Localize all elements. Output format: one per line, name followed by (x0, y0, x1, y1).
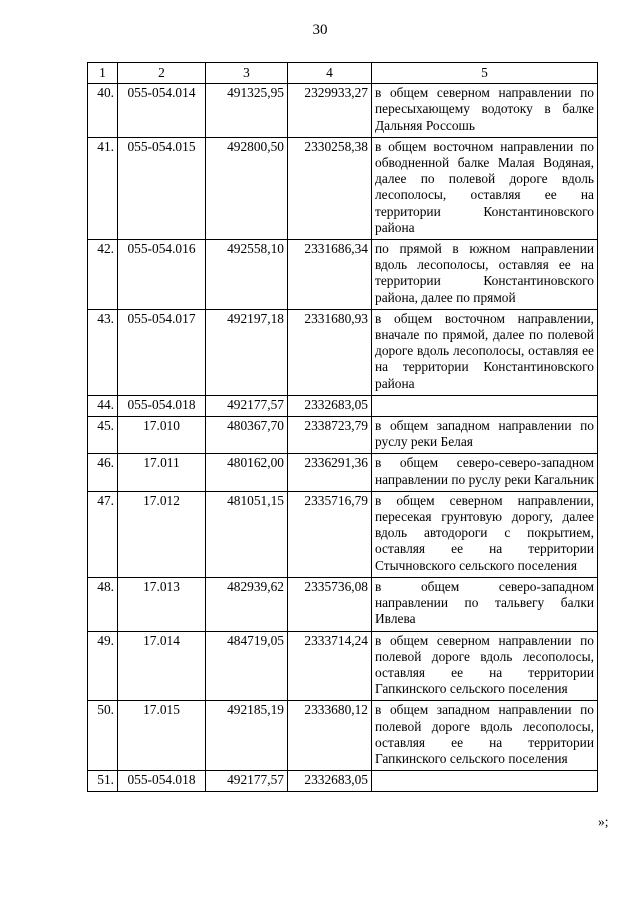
point-code-cell: 17.012 (118, 491, 206, 577)
boundary-description-cell: в общем северном направлении по полевой дороге вдоль лесополосы, оставляя ее на территории Гапкинского сельского поселения (372, 631, 598, 701)
y-coordinate-cell: 2331680,93 (288, 309, 372, 395)
x-coordinate-cell: 484719,05 (206, 631, 288, 701)
x-coordinate-cell: 481051,15 (206, 491, 288, 577)
point-number-cell: 46. (88, 454, 118, 491)
table-header-row (88, 63, 598, 84)
table-row (88, 631, 598, 701)
table-row (88, 417, 598, 454)
boundary-description-cell: в общем западном направлении по полевой дороге вдоль лесополосы, оставляя ее на территории Гапкинского сельского поселения (372, 701, 598, 771)
y-coordinate-cell: 2332683,05 (288, 395, 372, 416)
boundary-description-cell (372, 395, 598, 416)
point-code-cell: 055-054.014 (118, 84, 206, 138)
x-coordinate-cell: 492177,57 (206, 395, 288, 416)
table-row (88, 491, 598, 577)
boundary-description-cell: в общем восточном направлении, вначале по прямой, далее по полевой дороге вдоль лесополосы, оставляя ее на территории Константиновского района (372, 309, 598, 395)
point-number-cell: 44. (88, 395, 118, 416)
column-header: 5 (372, 63, 598, 84)
column-header: 3 (206, 63, 288, 84)
point-code-cell: 055-054.018 (118, 771, 206, 792)
point-code-cell: 17.011 (118, 454, 206, 491)
y-coordinate-cell: 2335736,08 (288, 577, 372, 631)
column-header: 4 (288, 63, 372, 84)
point-code-cell: 17.013 (118, 577, 206, 631)
point-code-cell: 055-054.016 (118, 240, 206, 310)
column-header: 2 (118, 63, 206, 84)
x-coordinate-cell: 480367,70 (206, 417, 288, 454)
x-coordinate-cell: 492800,50 (206, 137, 288, 239)
point-number-cell: 49. (88, 631, 118, 701)
point-code-cell: 055-054.015 (118, 137, 206, 239)
table-row (88, 701, 598, 771)
point-code-cell: 17.010 (118, 417, 206, 454)
boundary-description-cell: в общем северо-западном направлении по тальвегу балки Ивлева (372, 577, 598, 631)
boundary-description-cell: в общем восточном направлении по обводненной балке Малая Водяная, далее по полевой дороге вдоль лесополосы, оставляя ее на территории Константиновского района (372, 137, 598, 239)
y-coordinate-cell: 2329933,27 (288, 84, 372, 138)
boundary-description-cell: в общем западном направлении по руслу реки Белая (372, 417, 598, 454)
y-coordinate-cell: 2333714,24 (288, 631, 372, 701)
table-row (88, 84, 598, 138)
boundary-description-cell: по прямой в южном направлении вдоль лесополосы, оставляя ее на территории Константиновского района, далее по прямой (372, 240, 598, 310)
table-row (88, 240, 598, 310)
x-coordinate-cell: 492185,19 (206, 701, 288, 771)
boundary-points-table (87, 62, 598, 792)
table-row (88, 577, 598, 631)
point-number-cell: 50. (88, 701, 118, 771)
x-coordinate-cell: 492558,10 (206, 240, 288, 310)
y-coordinate-cell: 2330258,38 (288, 137, 372, 239)
boundary-description-cell: в общем северном направлении по пересыхающему водотоку в балке Дальняя Россошь (372, 84, 598, 138)
y-coordinate-cell: 2333680,12 (288, 701, 372, 771)
point-number-cell: 48. (88, 577, 118, 631)
x-coordinate-cell: 492197,18 (206, 309, 288, 395)
point-number-cell: 43. (88, 309, 118, 395)
point-number-cell: 45. (88, 417, 118, 454)
point-number-cell: 47. (88, 491, 118, 577)
table-row (88, 137, 598, 239)
y-coordinate-cell: 2336291,36 (288, 454, 372, 491)
x-coordinate-cell: 491325,95 (206, 84, 288, 138)
boundary-description-cell (372, 771, 598, 792)
page-number: 30 (312, 22, 328, 38)
point-number-cell: 42. (88, 240, 118, 310)
boundary-description-cell: в общем северном направлении, пересекая грунтовую дорогу, далее вдоль автодороги с покрытием, оставляя ее на территории Стычновского сельского поселения (372, 491, 598, 577)
point-number-cell: 41. (88, 137, 118, 239)
y-coordinate-cell: 2331686,34 (288, 240, 372, 310)
point-number-cell: 40. (88, 84, 118, 138)
point-number-cell: 51. (88, 771, 118, 792)
column-header: 1 (88, 63, 118, 84)
table-row (88, 309, 598, 395)
point-code-cell: 055-054.018 (118, 395, 206, 416)
y-coordinate-cell: 2335716,79 (288, 491, 372, 577)
table-row (88, 395, 598, 416)
x-coordinate-cell: 480162,00 (206, 454, 288, 491)
y-coordinate-cell: 2338723,79 (288, 417, 372, 454)
table-body (88, 84, 598, 792)
closing-quote-mark: »; (598, 814, 609, 829)
point-code-cell: 055-054.017 (118, 309, 206, 395)
point-code-cell: 17.014 (118, 631, 206, 701)
x-coordinate-cell: 492177,57 (206, 771, 288, 792)
boundary-description-cell: в общем северо-северо-западном направлении по руслу реки Кагальник (372, 454, 598, 491)
point-code-cell: 17.015 (118, 701, 206, 771)
table-row (88, 771, 598, 792)
x-coordinate-cell: 482939,62 (206, 577, 288, 631)
y-coordinate-cell: 2332683,05 (288, 771, 372, 792)
table-row (88, 454, 598, 491)
